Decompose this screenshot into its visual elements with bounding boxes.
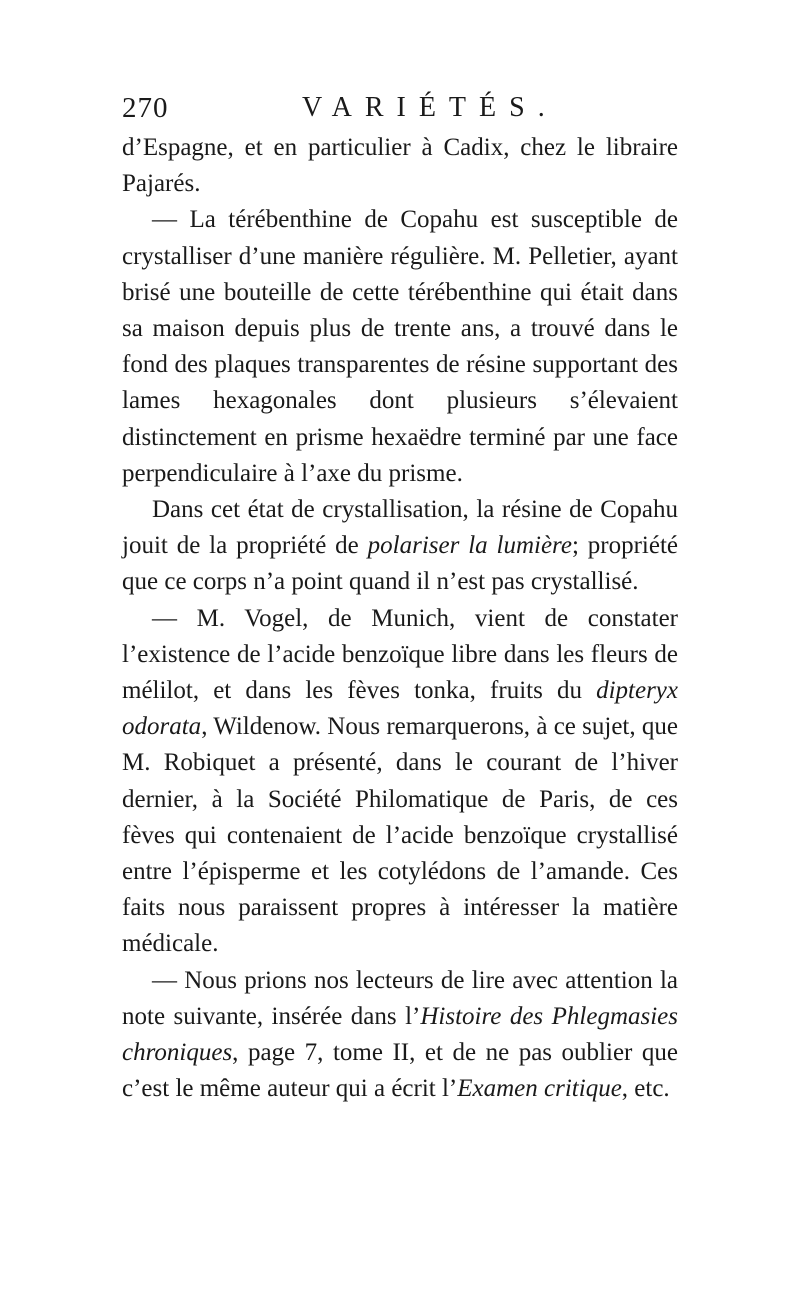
page-header <box>122 92 678 132</box>
paragraph <box>122 601 678 963</box>
paragraph <box>122 202 678 492</box>
text-run: , page 7, tome II, et de ne pas oublier que c’est le même auteur qui a écrit l’ <box>122 1039 678 1103</box>
text-run: d’Espagne, et en particulier à Cadix, chez le libraire Pajarés. <box>122 134 678 198</box>
text-run: ; propriété que ce corps n’a point quand il n’est pas crystallisé. <box>122 532 679 596</box>
italic-text: polariser la lumière <box>367 532 572 560</box>
paragraph <box>122 963 678 1108</box>
page-number: 270 <box>122 92 169 124</box>
italic-text: Examen critique <box>457 1075 622 1103</box>
text-run: — M. Vogel, de Munich, vient de constater l’existence de l’acide benzoïque libre dans les fleurs de mélilot, et dans les fèves tonka, fruits du <box>122 604 678 705</box>
paragraph <box>122 130 678 202</box>
text-run: , etc. <box>621 1075 670 1103</box>
body-text <box>122 130 678 1107</box>
text-run: — Nous prions nos lecteurs de lire avec attention la note suivante, insérée dans l’ <box>122 966 678 1030</box>
italic-text: dipteryx odorata <box>122 677 678 741</box>
text-run: Dans cet état de crystallisation, la résine de Copahu jouit de la propriété de <box>122 496 678 560</box>
text-run: , Wildenow. Nous remarquerons, à ce sujet, que M. Robiquet a présenté, dans le courant de l’hiver dernier, à la Société Philomatique de Paris, de ces fèves qui contenaient de l’acide benzoïque crystallisé entre l’épisperme et les cotylédons de l’amande. Ces faits nous paraissent propres à intéresser la matière médicale. <box>122 713 678 958</box>
text-run: — La térébenthine de Copahu est susceptible de crystalliser d’une manière régulière. M. Pelletier, ayant brisé une bouteille de cette térébenthine qui était dans sa maison depuis plus de trente ans, a trouvé dans le fond des plaques transparentes de résine supportant des lames hexagonales dont plusieurs s’élevaient distinctement en prisme hexaëdre terminé par une face perpendiculaire à l’axe du prisme. <box>122 206 678 487</box>
italic-text: Histoire des Phlegmasies chroniques <box>122 1002 678 1067</box>
paragraph <box>122 492 678 601</box>
running-title: VARIÉTÉS. <box>302 92 558 123</box>
